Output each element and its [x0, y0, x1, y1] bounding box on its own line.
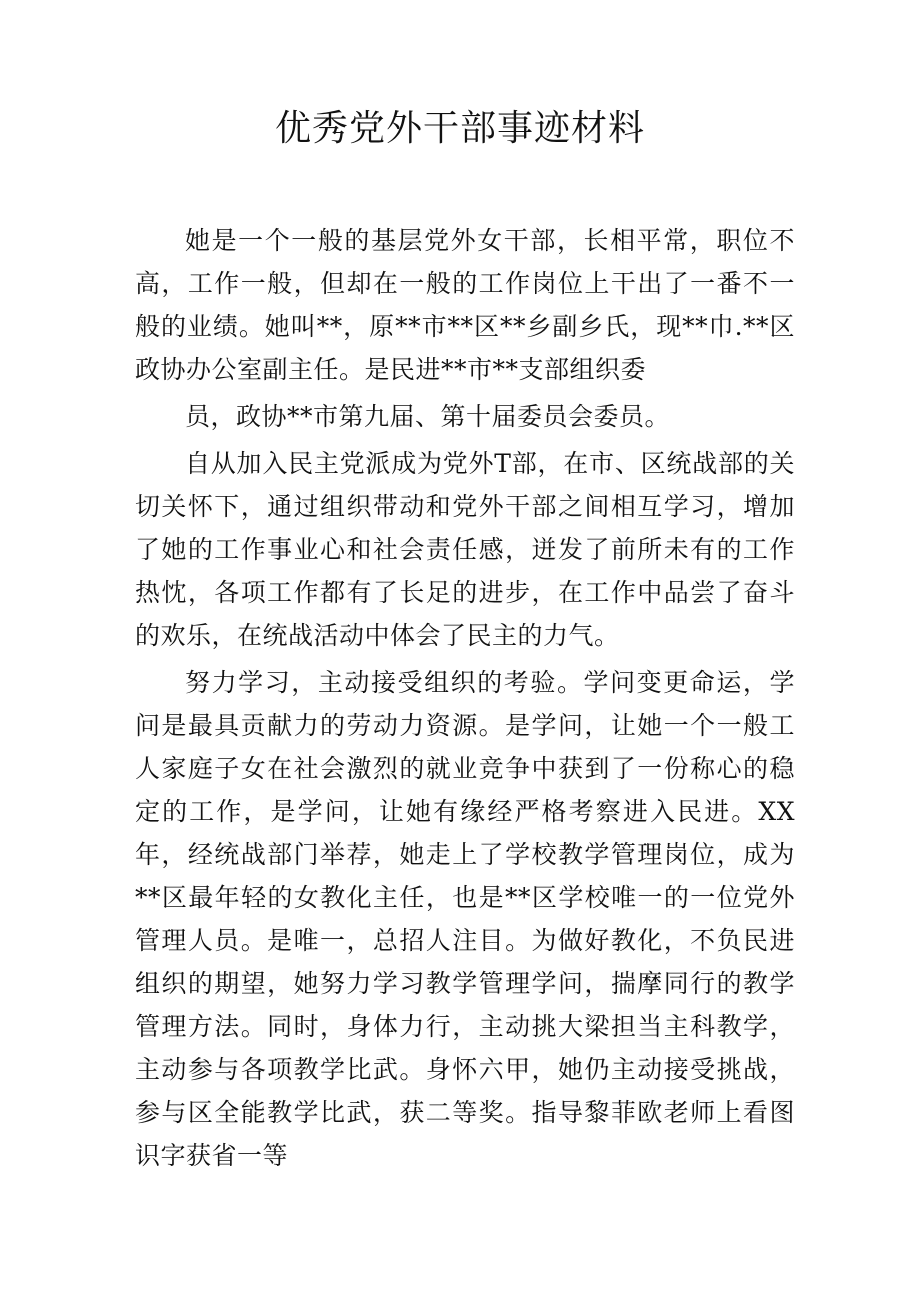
paragraph-study: 努力学习，主动接受组织的考验。学问变更命运，学问是最具贡献力的劳动力资源。是学问，让她一个一般工人家庭子女在社会激烈的就业竞争中获到了一份称心的稳定的工作，是学问，让她有缘经严格考察进入民进。XX年，经统战部门举荐，她走上了学校教学管理岗位，成为**区最年轻的女教化主任，也是**区学校唯一的一位党外管理人员。是唯一，总招人注目。为做好教化，不负民进组织的期望，她努力学习教学管理学问，揣摩同行的教学管理方法。同时，身体力行，主动挑大梁担当主科教学，主动参与各项教学比武。身怀六甲，她仍主动接受挑战，参与区全能教学比武，获二等奖。指导黎菲欧老师上看图识字获省一等 [135, 668, 795, 1170]
document-title: 优秀党外干部事迹材料 [274, 108, 645, 149]
paragraph-intro: 她是一个一般的基层党外女干部，长相平常，职位不高，工作一般，但却在一般的工作岗位上干出了一番不一般的业绩。她叫**，原**市**区**乡副乡氏，现**巾.**区政协办公室副主任。是民进**市**支部组织委 [135, 226, 795, 384]
paragraph-joining: 自从加入民主党派成为党外T部，在市、区统战部的关切关怀下，通过组织带动和党外干部之间相互学习，增加了她的工作事业心和社会责任感，迸发了前所未有的工作热忱，各项工作都有了长足的进步，在工作中品尝了奋斗的欢乐，在统战活动中体会了民主的力气。 [135, 449, 795, 650]
document-body [135, 219, 795, 1181]
paragraph-membership: 员，政协**市第九届、第十届委员会委员。 [185, 402, 671, 431]
